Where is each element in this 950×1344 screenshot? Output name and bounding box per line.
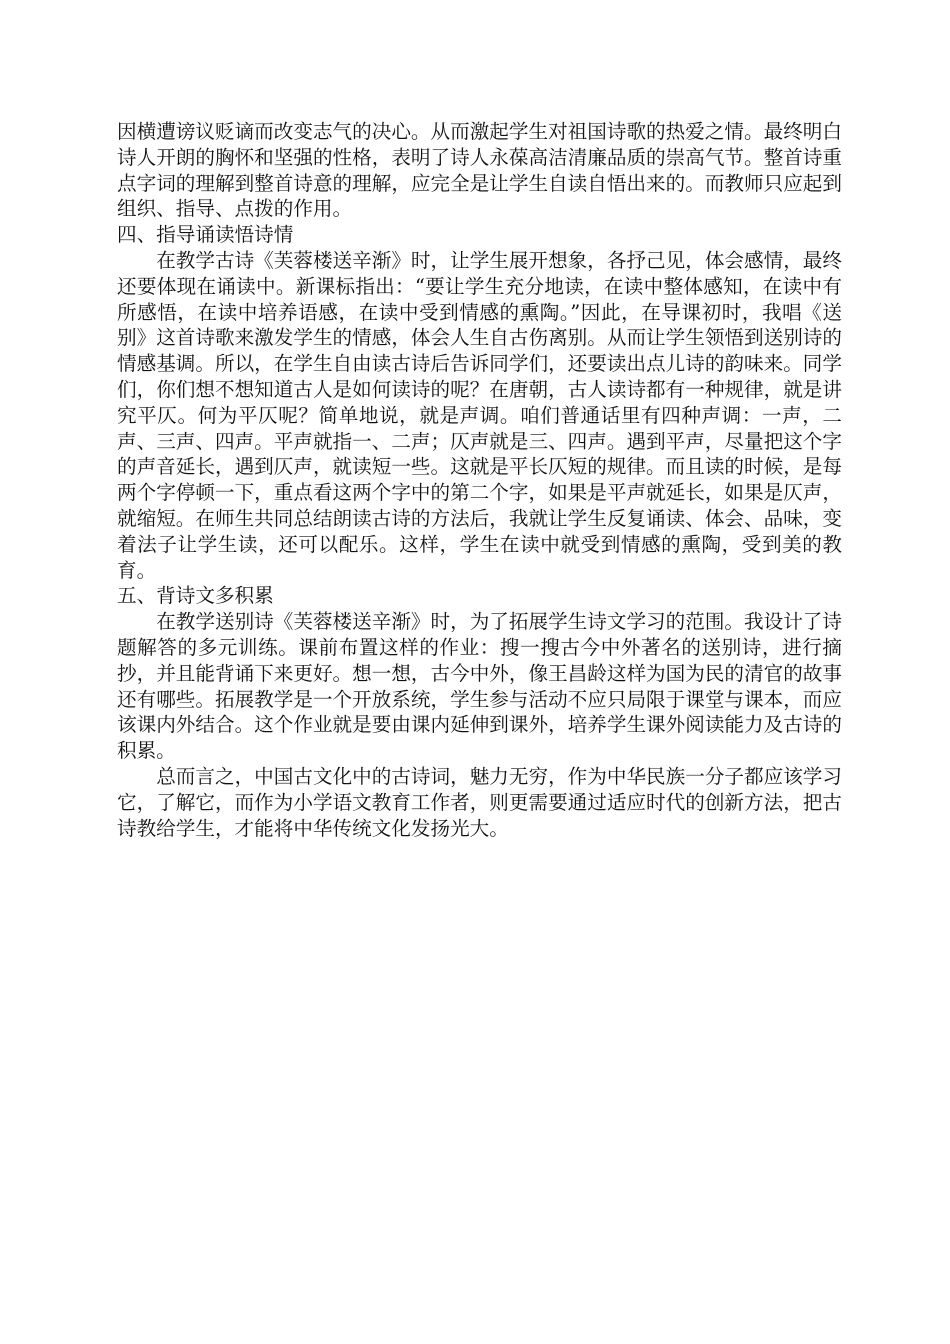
body-paragraph: 因横遭谤议贬谪而改变志气的决心。从而激起学生对祖国诗歌的热爱之情。最终明白诗人开朗的胸怀和坚强的性格，表明了诗人永葆高洁清廉品质的崇高气节。整首诗重点字词的理解到整首诗意的理解，应完全是让学生自读自悟出来的。而教师只应起到组织、指导、点拨的作用。: [117, 120, 842, 221]
body-paragraph: 总而言之，中国古文化中的古诗词，魅力无穷，作为中华民族一分子都应该学习它，了解它，而作为小学语文教育工作者，则更需要通过适应时代的创新方法，把古诗教给学生，才能将中华传统文化发扬光大。: [117, 764, 842, 840]
body-paragraph: 在教学古诗《芙蓉楼送辛渐》时，让学生展开想象，各抒己见，体会感情，最终还要体现在诵读中。新课标指出：“要让学生充分地读，在读中整体感知，在读中有所感悟，在读中培养语感，在读中受到情感的熏陶。”因此，在导课初时，我唱《送别》这首诗歌来激发学生的情感，体会人生自古伤离别。从而让学生领悟到送别诗的情感基调。所以，在学生自由读古诗后告诉同学们，还要读出点儿诗的韵味来。同学们，你们想不想知道古人是如何读诗的呢？在唐朝，古人读诗都有一种规律，就是讲究平仄。何为平仄呢？简单地说，就是声调。咱们普通话里有四种声调：一声，二声、三声、四声。平声就指一、二声；仄声就是三、四声。遇到平声，尽量把这个字的声音延长，遇到仄声，就读短一些。这就是平长仄短的规律。而且读的时候，是每两个字停顿一下，重点看这两个字中的第二个字，如果是平声就延长，如果是仄声，就缩短。在师生共同总结朗读古诗的方法后，我就让学生反复诵读、体会、品味，变着法子让学生读，还可以配乐。这样，学生在读中就受到情感的熏陶，受到美的教育。: [117, 248, 842, 582]
body-paragraph: 在教学送别诗《芙蓉楼送辛渐》时，为了拓展学生诗文学习的范围。我设计了诗题解答的多元训练。课前布置这样的作业：搜一搜古今中外著名的送别诗，进行摘抄，并且能背诵下来更好。想一想，古今中外，像王昌龄这样为国为民的清官的故事还有哪些。拓展教学是一个开放系统，学生参与活动不应只局限于课堂与课本，而应该课内外结合。这个作业就是要由课内延伸到课外，培养学生课外阅读能力及古诗的积累。: [117, 610, 842, 763]
document-page: [117, 119, 842, 841]
section-heading: 四、指导诵读悟诗情: [117, 223, 294, 247]
section-heading: 五、背诗文多积累: [117, 584, 274, 608]
